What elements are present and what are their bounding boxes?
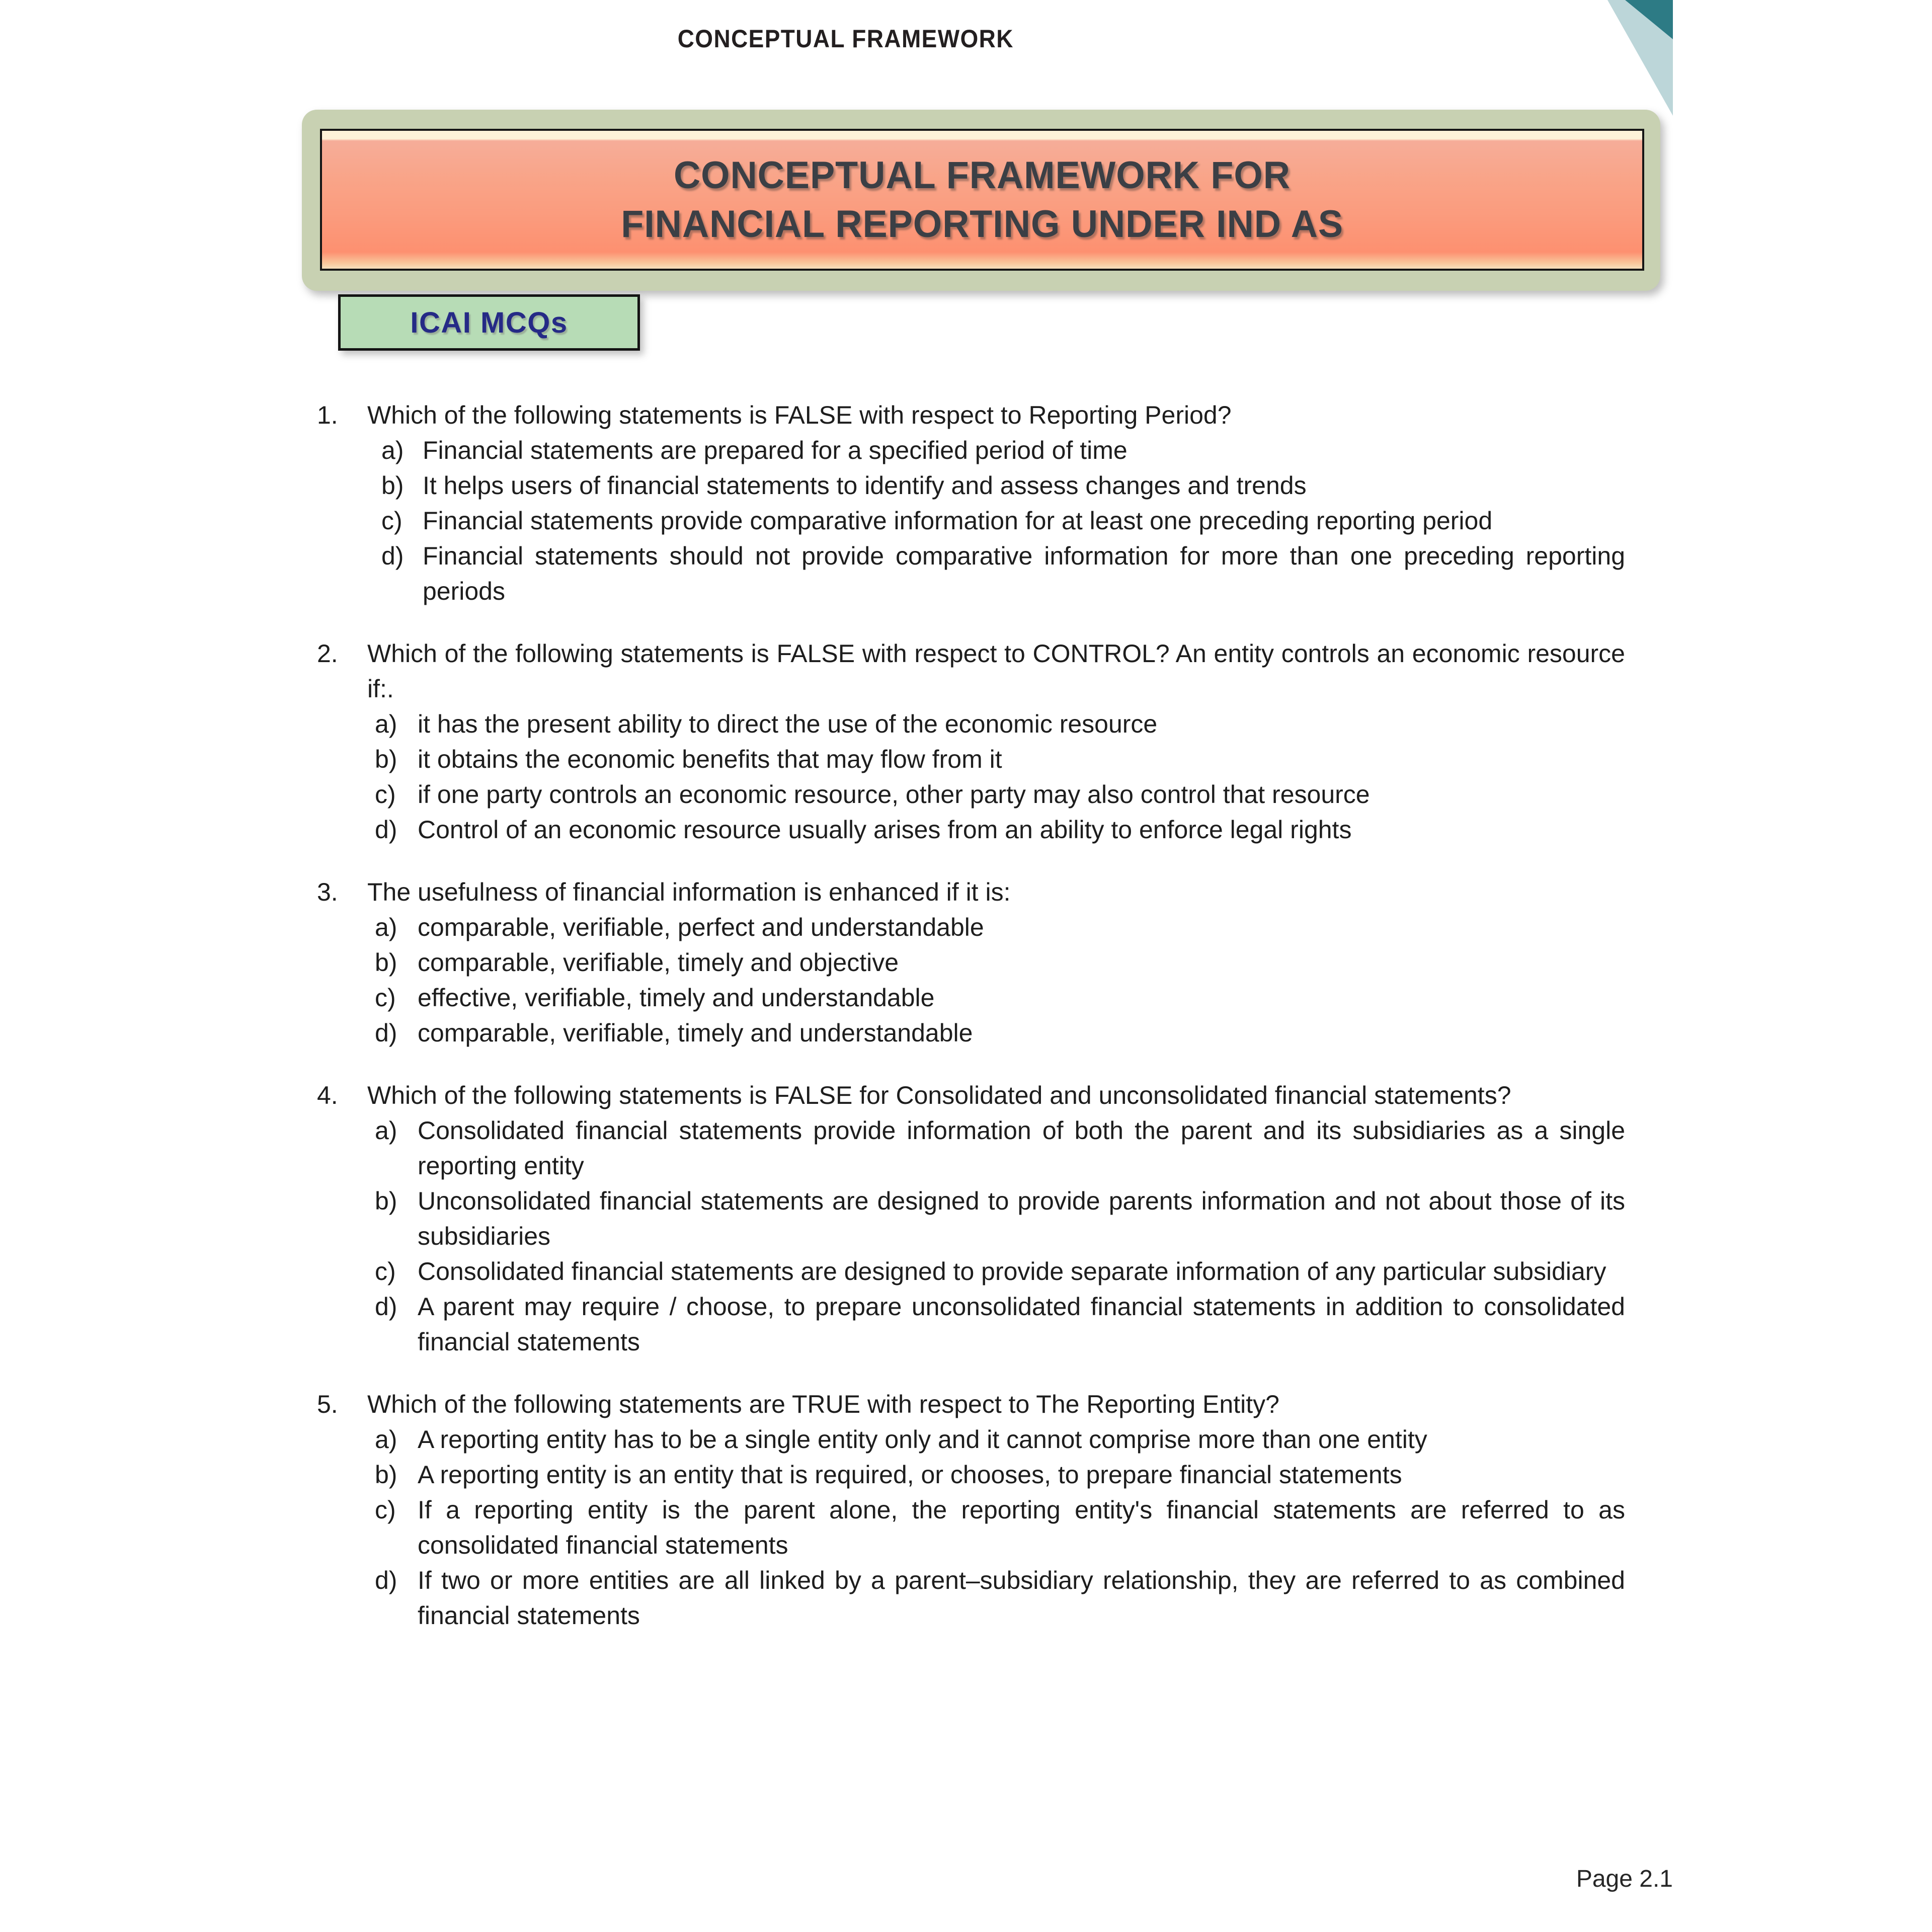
option-item: [317, 706, 1625, 742]
option-item: [317, 468, 1625, 503]
option-letter: d): [375, 816, 397, 844]
option-item: [317, 1254, 1625, 1289]
option-text: If two or more entities are all linked by a parent–subsidiary relationship, they are referred to as combined financial statements: [418, 1566, 1625, 1630]
option-item: [317, 980, 1625, 1015]
option-letter: c): [375, 1496, 396, 1524]
option-letter: c): [375, 984, 396, 1012]
option-item: [317, 1183, 1625, 1254]
question-item: [317, 874, 1625, 1051]
option-letter: b): [375, 745, 397, 773]
option-text: Financial statements should not provide comparative information for more than one preceding reporting periods: [423, 542, 1625, 605]
option-text: it obtains the economic benefits that may flow from it: [418, 745, 1002, 773]
option-list: [317, 433, 1625, 609]
option-text: A parent may require / choose, to prepare unconsolidated financial statements in addition to consolidated financial statements: [418, 1293, 1625, 1356]
corner-ribbon-decoration: [1607, 0, 1673, 116]
option-item: [317, 1492, 1625, 1563]
question-number: 4.: [317, 1081, 338, 1109]
option-item: [317, 945, 1625, 980]
option-list: [317, 1422, 1625, 1633]
title-line-1: CONCEPTUAL FRAMEWORK FOR: [674, 153, 1291, 197]
title-line-2: FINANCIAL REPORTING UNDER IND AS: [621, 203, 1343, 246]
option-letter: a): [375, 1425, 397, 1454]
icai-mcqs-badge-label: ICAI MCQs: [410, 306, 568, 339]
option-text: comparable, verifiable, perfect and understandable: [418, 913, 984, 941]
page-number-footer: Page 2.1: [1576, 1866, 1673, 1892]
option-item: [317, 777, 1625, 812]
question-number: 3.: [317, 878, 338, 906]
option-text: Financial statements are prepared for a specified period of time: [423, 436, 1128, 464]
option-list: [317, 1113, 1625, 1359]
question-item: [317, 1078, 1625, 1359]
option-text: Consolidated financial statements provide information of both the parent and its subsidiaries as a single reporting entity: [418, 1116, 1625, 1180]
option-text: A reporting entity has to be a single entity only and it cannot comprise more than one entity: [418, 1425, 1427, 1454]
option-letter: a): [375, 1116, 397, 1145]
option-letter: b): [375, 1461, 397, 1489]
option-text: it has the present ability to direct the use of the economic resource: [418, 710, 1158, 738]
title-banner-inner: [320, 129, 1644, 271]
ribbon-light-triangle: [1607, 0, 1673, 116]
option-item: [317, 812, 1625, 847]
option-item: [317, 503, 1625, 538]
title-banner: [302, 110, 1660, 291]
option-item: [317, 433, 1625, 468]
option-letter: d): [375, 1566, 397, 1594]
option-text: Financial statements provide comparative information for at least one preceding reporting period: [423, 507, 1493, 535]
option-item: [317, 910, 1625, 945]
option-letter: d): [381, 542, 404, 570]
option-letter: d): [375, 1019, 397, 1047]
question-text: The usefulness of financial information is enhanced if it is:: [367, 878, 1011, 906]
option-text: A reporting entity is an entity that is required, or chooses, to prepare financial statements: [418, 1461, 1402, 1489]
option-list: [317, 706, 1625, 847]
option-letter: b): [381, 471, 404, 500]
option-item: [317, 1113, 1625, 1183]
mcq-list: [317, 397, 1625, 1660]
option-letter: a): [381, 436, 404, 464]
question-text-row: [317, 874, 1625, 910]
question-item: [317, 1387, 1625, 1633]
option-text: if one party controls an economic resource, other party may also control that resource: [418, 780, 1370, 809]
option-item: [317, 538, 1625, 609]
option-text: Control of an economic resource usually arises from an ability to enforce legal rights: [418, 816, 1352, 844]
option-letter: c): [375, 1257, 396, 1285]
question-text: Which of the following statements is FALSE with respect to CONTROL? An entity controls an economic resource if:.: [367, 639, 1625, 703]
running-header-title: CONCEPTUAL FRAMEWORK: [677, 25, 1014, 53]
option-text: comparable, verifiable, timely and objective: [418, 948, 899, 977]
option-item: [317, 1015, 1625, 1051]
question-number: 1.: [317, 401, 338, 429]
option-letter: a): [375, 913, 397, 941]
option-list: [317, 910, 1625, 1051]
option-letter: d): [375, 1293, 397, 1321]
option-item: [317, 1563, 1625, 1633]
option-letter: c): [375, 780, 396, 809]
question-text: Which of the following statements are TRUE with respect to The Reporting Entity?: [367, 1390, 1279, 1418]
question-text-row: [317, 1387, 1625, 1422]
option-item: [317, 1422, 1625, 1457]
icai-mcqs-badge: [338, 294, 640, 351]
option-item: [317, 1289, 1625, 1359]
option-text: effective, verifiable, timely and understandable: [418, 984, 935, 1012]
question-number: 2.: [317, 639, 338, 668]
option-item: [317, 1457, 1625, 1492]
option-text: Unconsolidated financial statements are designed to provide parents information and not about those of its subsidiaries: [418, 1187, 1625, 1250]
question-text-row: [317, 397, 1625, 433]
question-text-row: [317, 1078, 1625, 1113]
question-number: 5.: [317, 1390, 338, 1418]
question-item: [317, 397, 1625, 609]
option-letter: b): [375, 1187, 397, 1215]
option-text: comparable, verifiable, timely and understandable: [418, 1019, 973, 1047]
option-text: If a reporting entity is the parent alone, the reporting entity's financial statements are referred to as consolidated financial statements: [418, 1496, 1625, 1559]
option-item: [317, 742, 1625, 777]
question-text-row: [317, 636, 1625, 706]
question-text: Which of the following statements is FALSE with respect to Reporting Period?: [367, 401, 1232, 429]
question-text: Which of the following statements is FALSE for Consolidated and unconsolidated financial statements?: [367, 1081, 1511, 1109]
question-item: [317, 636, 1625, 847]
option-letter: c): [381, 507, 403, 535]
option-letter: b): [375, 948, 397, 977]
option-letter: a): [375, 710, 397, 738]
option-text: It helps users of financial statements to identify and assess changes and trends: [423, 471, 1307, 500]
option-text: Consolidated financial statements are designed to provide separate information of any particular subsidiary: [418, 1257, 1606, 1285]
